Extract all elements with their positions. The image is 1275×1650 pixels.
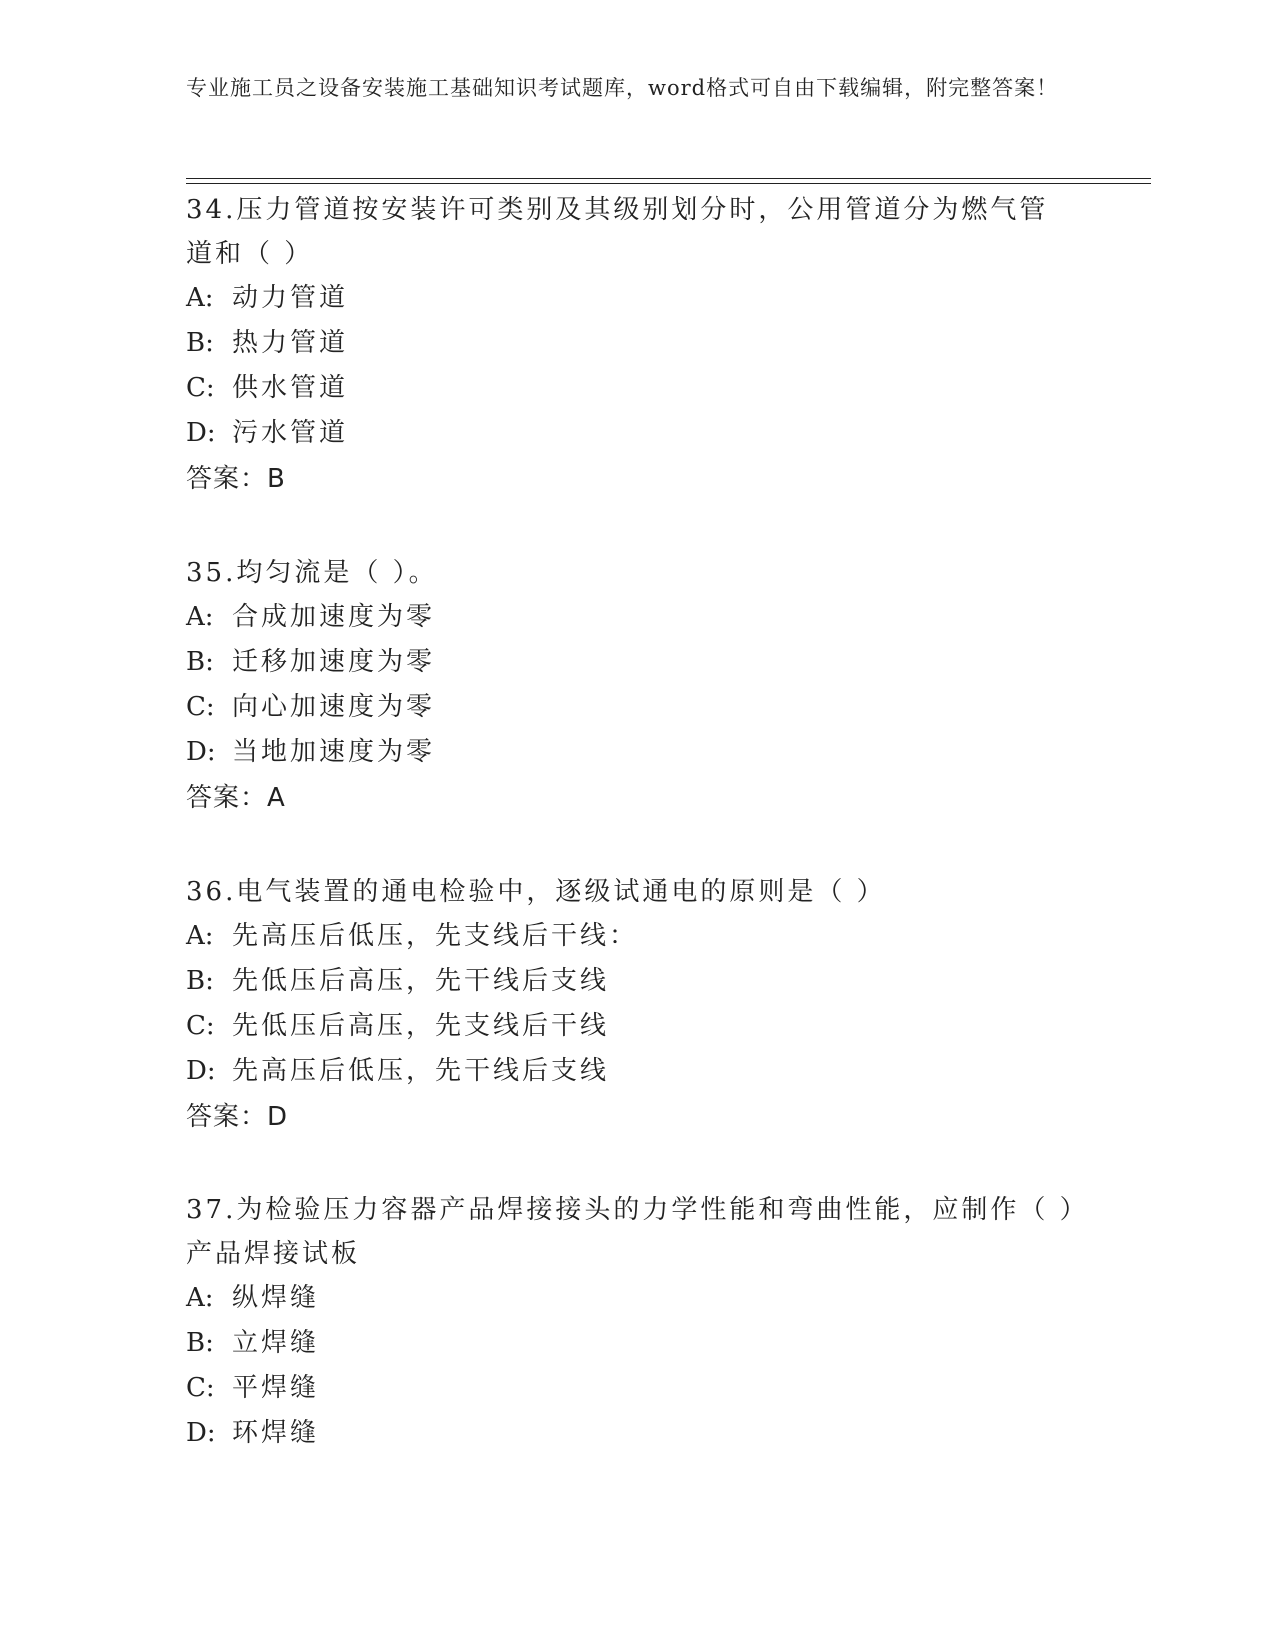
option-d [186, 411, 1076, 456]
option-d [186, 1411, 1076, 1456]
option-text: 环焊缝 [232, 1418, 320, 1448]
option-letter: D: [186, 737, 216, 767]
option-letter: A: [186, 602, 214, 632]
option-letter: A: [186, 1283, 214, 1313]
option-letter: D: [186, 1056, 216, 1086]
option-text: 立焊缝 [232, 1328, 320, 1358]
option-letter: C: [186, 1373, 215, 1403]
option-b [186, 640, 1076, 685]
option-text: 平焊缝 [232, 1373, 320, 1403]
option-letter: D: [186, 1418, 216, 1448]
question-35 [186, 551, 1076, 821]
option-letter: A: [186, 921, 214, 951]
option-a [186, 1276, 1076, 1321]
option-text: 迁移加速度为零 [232, 647, 436, 677]
header-divider-bottom [186, 183, 1151, 184]
answer-line: 答案：D [186, 1102, 289, 1132]
answer-line: 答案：A [186, 783, 286, 813]
option-letter: B: [186, 647, 214, 677]
option-text: 先高压后低压，先支线后干线： [232, 921, 639, 951]
option-letter: B: [186, 966, 214, 996]
question-title: 34.压力管道按安装许可类别及其级别划分时，公用管道分为燃气管道和（ ） [186, 195, 1049, 269]
option-text: 合成加速度为零 [232, 602, 436, 632]
header-divider-top [186, 178, 1151, 179]
option-c [186, 685, 1076, 730]
option-text: 向心加速度为零 [232, 692, 436, 722]
option-b [186, 321, 1076, 366]
option-text: 热力管道 [232, 328, 349, 358]
option-text: 纵焊缝 [232, 1283, 320, 1313]
question-36 [186, 870, 1076, 1140]
option-text: 污水管道 [232, 418, 349, 448]
option-b [186, 1321, 1076, 1366]
question-title: 37.为检验压力容器产品焊接接头的力学性能和弯曲性能，应制作（ ）产品焊接试板 [186, 1195, 1076, 1269]
option-letter: C: [186, 1011, 215, 1041]
question-37 [186, 1188, 1076, 1456]
option-letter: C: [186, 692, 215, 722]
option-a [186, 595, 1076, 640]
option-d [186, 730, 1076, 775]
option-letter: B: [186, 1328, 214, 1358]
option-c [186, 1366, 1076, 1411]
option-d [186, 1049, 1076, 1094]
question-title: 35.均匀流是（ ）。 [186, 558, 438, 588]
option-letter: A: [186, 283, 214, 313]
option-b [186, 959, 1076, 1004]
option-text: 当地加速度为零 [232, 737, 436, 767]
option-a [186, 914, 1076, 959]
option-text: 动力管道 [232, 283, 349, 313]
question-34 [186, 188, 1076, 502]
option-text: 先低压后高压，先支线后干线 [232, 1011, 610, 1041]
option-c [186, 1004, 1076, 1049]
option-text: 先低压后高压，先干线后支线 [232, 966, 610, 996]
answer-line: 答案：B [186, 464, 286, 494]
option-letter: C: [186, 373, 215, 403]
document-header: 专业施工员之设备安装施工基础知识考试题库，word格式可自由下载编辑，附完整答案！ [186, 76, 1059, 100]
option-text: 供水管道 [232, 373, 349, 403]
option-letter: D: [186, 418, 216, 448]
question-title: 36.电气装置的通电检验中，逐级试通电的原则是（ ） [186, 877, 886, 907]
option-c [186, 366, 1076, 411]
option-a [186, 276, 1076, 321]
option-letter: B: [186, 328, 214, 358]
option-text: 先高压后低压，先干线后支线 [232, 1056, 610, 1086]
